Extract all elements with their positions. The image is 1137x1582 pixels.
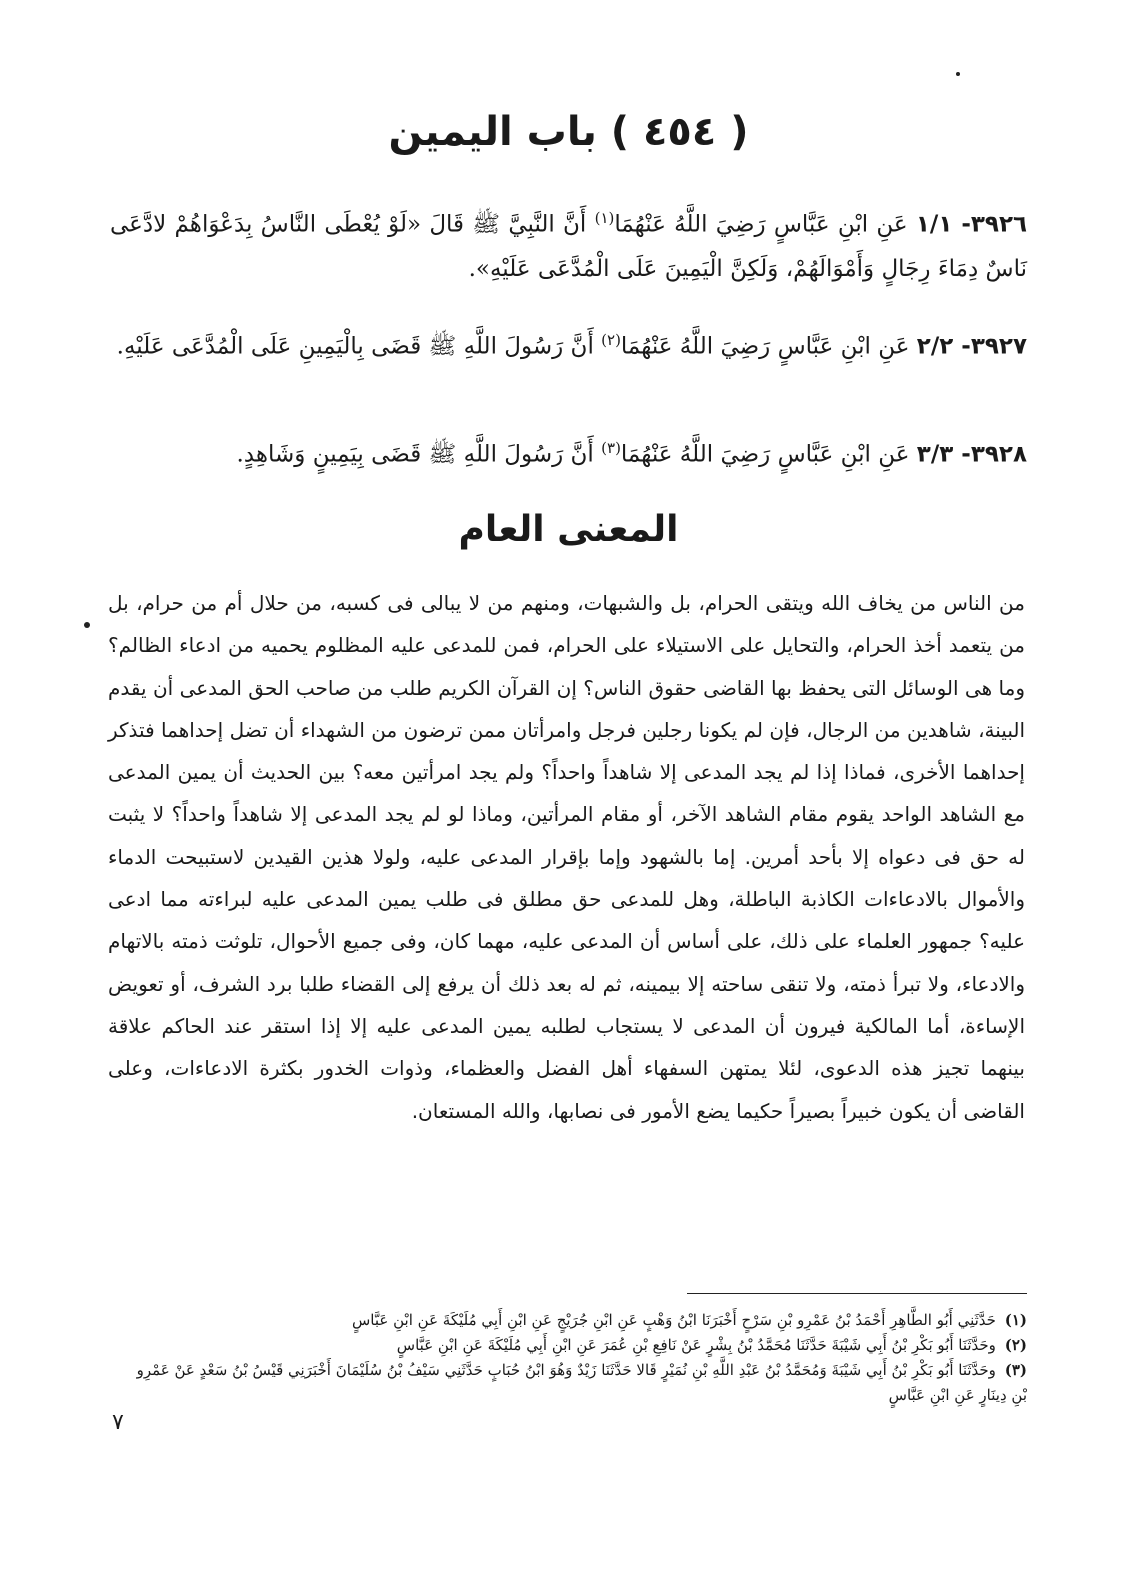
body-paragraph: من الناس من يخاف الله ويتقى الحرام، بل والشبهات، ومنهم من لا يبالى فى كسبه، من حلال أم من حرام، بل من يتعمد أخذ الحرام، والتحايل على الاستيلاء على الحرام، فمن للمدعى عليه المظلوم يحميه من ادعاء الظالم؟ وما هى الوسائل التى يحفظ بها القاضى حقوق الناس؟ إن القرآن الكريم طلب من صاحب الحق المدعى أن يقدم البينة، شاهدين من الرجال، فإن لم يكونا رجلين فرجل وامرأتان ممن ترضون من الشهداء أن تضل إحداهما فتذكر إحداهما الأخرى، فماذا إذا لم يجد المدعى إلا شاهداً واحداً؟ ولم يجد امرأتين معه؟ بين الحديث أن يمين المدعى مع الشاهد الواحد يقوم مقام الشاهد الآخر، أو مقام المرأتين، وماذا لو لم يجد المدعى إلا شاهداً واحداً؟ لا يثبت له حق فى دعواه إلا بأحد أمرين. إما بالشهود وإما بإقرار المدعى عليه، ولولا هذين القيدين لاستبيحت الدماء والأموال بالادعاءات الكاذبة الباطلة، وهل للمدعى حق مطلق فى طلب يمين المدعى عليه لبراءته مما ادعى عليه؟ جمهور العلماء على ذلك، على أساس أن المدعى عليه، مهما كان، وفى جميع الأحوال، تلوثت ذمته بالاتهام والادعاء، ولا تبرأ ذمته، ولا تنقى ساحته إلا بيمينه، ثم له بعد ذلك أن يرفع إلى القضاء طلبا برد الشرف، أو تعويض الإساءة، أما المالكية فيرون أن المدعى لا يستجاب لطلبه يمين المدعى عليه إلا إذا استقر عند الحاكم علاقة بينهما تجيز هذه الدعوى، لئلا يمتهن السفهاء أهل الفضل والعظماء، وذوات الخدور بكثرة الادعاءات، وعلى القاضى أن يكون خبيراً بصيراً حكيما يضع الأمور فى نصابها، والله المستعان. [108,591,1025,1123]
footnote-text: وحَدَّثَنَا أَبُو بَكْرِ بْنُ أَبِي شَيْبَةَ حَدَّثَنَا مُحَمَّدُ بْنُ بِشْرٍ عَنْ نَافِعِ بْنِ عُمَرَ عَنِ ابْنِ أَبِي مُلَيْكَةَ عَنِ ابْنِ عَبَّاسٍ [396,1336,996,1354]
hadith-narrator: عَنِ ابْنِ عَبَّاسٍ رَضِيَ اللَّهُ عَنْهُمَا [614,211,908,238]
hadith-3926 [110,196,1027,291]
footnote-text: وحَدَّثَنَا أَبُو بَكْرِ بْنُ أَبِي شَيْبَةَ وَمُحَمَّدُ بْنُ عَبْدِ اللَّهِ بْنِ نُمَيْرٍ قَالا حَدَّثَنَا زَيْدٌ وَهُوَ ابْنُ حُبَابٍ حَدَّثَنِي سَيْفُ بْنُ سُلَيْمَانَ أَخْبَرَنِي قَيْسُ بْنُ سَعْدٍ عَنْ عَمْرِو بْنِ دِينَارٍ عَنِ ابْنِ عَبَّاسٍ [136,1361,1027,1404]
footnote-2 [120,1333,1027,1358]
footnote-number: (٣) [1004,1361,1027,1379]
page-number: ٧ [112,1410,124,1435]
footnote-number: (١) [1004,1311,1027,1329]
hadith-number: ٣٩٢٧- ٢/٢ [916,333,1027,360]
hadith-narrator: عَنِ ابْنِ عَبَّاسٍ رَضِيَ اللَّهُ عَنْهُمَا [620,333,910,360]
hadith-number: ٣٩٢٨- ٣/٣ [916,441,1027,468]
footnotes [120,1308,1027,1408]
print-speck [956,72,960,76]
hadith-text: أَنَّ رَسُولَ اللَّهِ ﷺ قَضَى بِيَمِينٍ وَشَاهِدٍ. [236,441,594,468]
footnote-ref: (٣) [601,439,621,457]
hadith-text: أَنَّ رَسُولَ اللَّهِ ﷺ قَضَى بِالْيَمِينِ عَلَى الْمُدَّعَى عَلَيْهِ. [116,333,594,360]
footnote-1 [120,1308,1027,1333]
hadith-3927 [110,318,1027,369]
footnote-ref: (١) [594,209,615,227]
footnote-number: (٢) [1004,1336,1027,1354]
footnote-divider [687,1293,1027,1294]
chapter-title: ( ٤٥٤ ) باب اليمين [388,109,749,155]
footnote-ref: (٢) [601,331,621,349]
hadith-number: ٣٩٢٦- ١/١ [915,211,1028,238]
footnote-text: حَدَّثَنِي أَبُو الطَّاهِرِ أَحْمَدُ بْنُ عَمْرِو بْنِ سَرْحٍ أَخْبَرَنَا ابْنُ وَهْبٍ عَنِ ابْنِ جُرَيْجٍ عَنِ ابْنِ أَبِي مُلَيْكَةَ عَنِ ابْنِ عَبَّاسٍ [352,1311,996,1329]
section-title: المعنى العام [458,509,679,550]
hadith-narrator: عَنِ ابْنِ عَبَّاسٍ رَضِيَ اللَّهُ عَنْهُمَا [620,441,910,468]
footnote-3 [120,1358,1027,1408]
print-speck [84,622,90,628]
hadith-text: أَنَّ النَّبِيَّ ﷺ قَالَ «لَوْ يُعْطَى النَّاسُ بِدَعْوَاهُمْ لادَّعَى نَاسٌ دِمَاءَ رِجَالٍ وَأَمْوَالَهُمْ، وَلَكِنَّ الْيَمِينَ عَلَى الْمُدَّعَى عَلَيْهِ». [110,211,1027,282]
hadith-3928 [110,426,1027,477]
